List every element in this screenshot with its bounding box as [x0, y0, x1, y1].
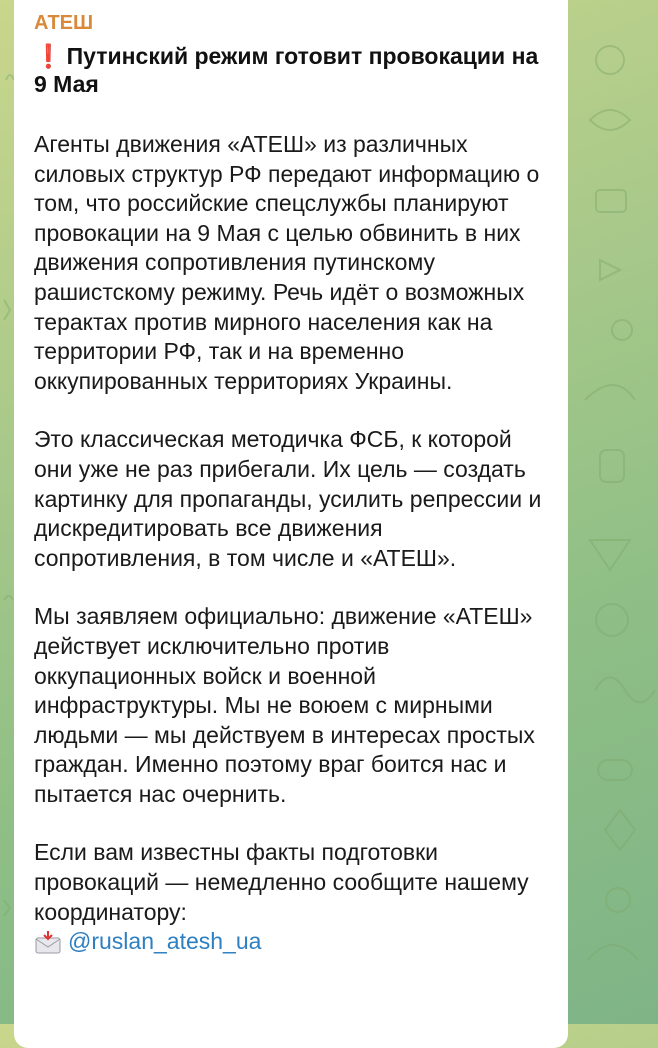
message-bubble — [14, 0, 568, 1048]
coordinator-link[interactable]: @ruslan_atesh_ua — [68, 928, 262, 955]
paragraph-1: Агенты движения «АТЕШ» из различных силовых структур РФ передают информацию о том, что российские спецслужбы планируют провокации на 9 Мая с целью обвинить в них движения сопротивления путинскому рашистскому режиму. Речь идёт о возможных терактах против мирного населения как на территории РФ, так и на временно оккупированных территориях Украины. — [34, 131, 540, 394]
red-exclamation-icon: ❗ — [34, 43, 63, 69]
post-title-text: Путинский режим готовит провокации на 9 Мая — [34, 43, 539, 97]
paragraph-2: Это классическая методичка ФСБ, к которой они уже не раз прибегали. Их цель — создать картинку для пропаганды, усилить репрессии и дискредитировать все движения сопротивления, в том числе и «АТЕШ». — [34, 426, 542, 571]
post-title — [34, 42, 548, 98]
contact-line — [34, 927, 548, 957]
channel-name[interactable]: АТЕШ — [34, 12, 94, 34]
paragraph-3: Мы заявляем официально: движение «АТЕШ» действует исключительно против оккупационных войск и военной инфраструктуры. Мы не воюем с мирными людьми — мы действуем в интересах простых граждан. Именно поэтому враг боится нас и пытается нас очернить. — [34, 603, 535, 807]
incoming-envelope-icon — [34, 930, 62, 954]
paragraph-4: Если вам известны факты подготовки провокаций — немедленно сообщите нашему координатору: — [34, 839, 529, 925]
